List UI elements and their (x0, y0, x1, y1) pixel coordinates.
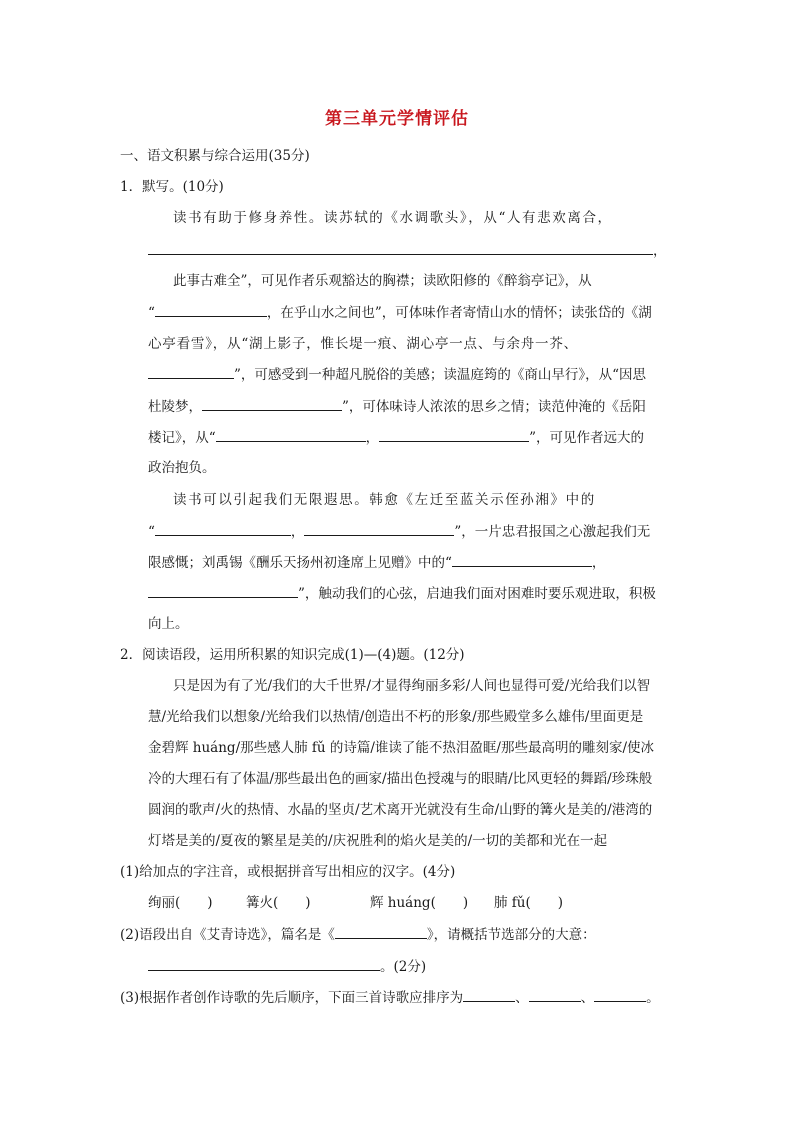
q1-line-3: 此事古难全”，可见作者乐观豁达的胸襟；读欧阳修的《醉翁亭记》，从 (173, 273, 592, 289)
q1-line-12: 限感慨；刘禹锡《酬乐天扬州初逢席上见赠》中的“ ， (148, 552, 605, 573)
page-title: 第三单元学情评估 (325, 109, 469, 129)
q1-line-5: 心亭看雪》，从“湖上影子，惟长堤一痕、湖心亭一点、与余舟一芥、 (148, 336, 578, 352)
passage-line-2: 慧/光给我们以想象/光给我们以热情/创造出不朽的形象/那些殿堂多么雄伟/里面更是 (148, 709, 644, 725)
fill-blank[interactable] (148, 240, 653, 255)
pinyin-item-2[interactable]: 篝火( ) (246, 895, 311, 911)
sub-question-1: (1)给加点的字注音，或根据拼音写出相应的汉字。(4分) (120, 864, 456, 880)
q1-line-1: 读书有助于修身养性。读苏轼的《水调歌头》，从“人有悲欢离合， (173, 210, 613, 226)
fill-blank[interactable] (463, 987, 515, 1002)
q1-line-2: ， (148, 240, 667, 261)
q1-line-14: 向上。 (148, 616, 189, 632)
section-heading: 一、语文积累与综合运用(35分) (120, 148, 310, 164)
fill-blank[interactable] (148, 583, 298, 598)
fill-blank[interactable] (452, 552, 592, 567)
q1-line-10: 读书可以引起我们无限遐思。韩愈《左迁至蓝关示侄孙湘》中的 (173, 492, 596, 508)
passage-line-4: 冷的大理石有了体温/那些最出色的画家/描出色授魂与的眼睛/比风更轻的舞蹈/珍珠般 (148, 771, 653, 787)
fill-blank[interactable] (148, 956, 380, 971)
q1-line-11: “ ， ”，一片忠君报国之心激起我们无 (148, 521, 650, 542)
pinyin-item-4[interactable]: 肺 fǔ( ) (494, 895, 564, 911)
fill-blank[interactable] (335, 924, 427, 939)
sub-question-2: (2)语段出自《艾青诗选》，篇名是《 》，请概括节选部分的大意： (120, 924, 596, 945)
q1-line-7: 杜陵梦， ”，可体味诗人浓浓的思乡之情；读范仲淹的《岳阳 (148, 396, 646, 417)
fill-blank[interactable] (148, 364, 234, 379)
passage-line-1: 只是因为有了光/我们的大千世界/才显得绚丽多彩/人间也显得可爱/光给我们以智 (173, 678, 651, 694)
q1-line-4: “ ，在乎山水之间也”，可体味作者寄情山水的情怀；读张岱的《湖 (148, 302, 652, 323)
fill-blank[interactable] (529, 987, 581, 1002)
fill-blank[interactable] (216, 427, 366, 442)
q1-line-9: 政治抱负。 (148, 460, 216, 476)
passage-line-6: 灯塔是美的/夏夜的繁星是美的/庆祝胜利的焰火是美的/一切的美都和光在一起 (148, 833, 608, 849)
pinyin-item-1[interactable]: 绚丽( ) (148, 895, 213, 911)
passage-line-3: 金碧辉 huáng/那些感人肺 fǔ 的诗篇/谁读了能不热泪盈眶/那些最高明的雕刻家/使冰 (148, 740, 655, 756)
fill-blank[interactable] (155, 302, 267, 317)
sub-question-3: (3)根据作者创作诗歌的先后顺序，下面三首诗歌应排序为 、 、 。 (120, 987, 660, 1008)
fill-blank[interactable] (304, 521, 454, 536)
q1-line-8: 楼记》，从“ ， ”，可见作者远大的 (148, 427, 644, 448)
question-2-heading: 2．阅读语段，运用所积累的知识完成(1)—(4)题。(12分) (120, 647, 465, 663)
fill-blank[interactable] (594, 987, 646, 1002)
fill-blank[interactable] (155, 521, 291, 536)
question-1-heading: 1．默写。(10分) (120, 179, 224, 195)
q1-line-13: ”，触动我们的心弦，启迪我们面对困难时要乐观进取，积极 (148, 583, 656, 604)
passage-line-5: 圆润的歌声/火的热情、水晶的坚贞/艺术离开光就没有生命/山野的篝火是美的/港湾的 (148, 802, 653, 818)
sub-question-2-answer: 。(2分) (148, 956, 426, 977)
pinyin-item-3[interactable]: 辉 huáng( ) (370, 895, 469, 911)
fill-blank[interactable] (202, 396, 342, 411)
q1-line-6: ”，可感受到一种超凡脱俗的美感；读温庭筠的《商山早行》，从“因思 (148, 364, 646, 385)
fill-blank[interactable] (379, 427, 529, 442)
